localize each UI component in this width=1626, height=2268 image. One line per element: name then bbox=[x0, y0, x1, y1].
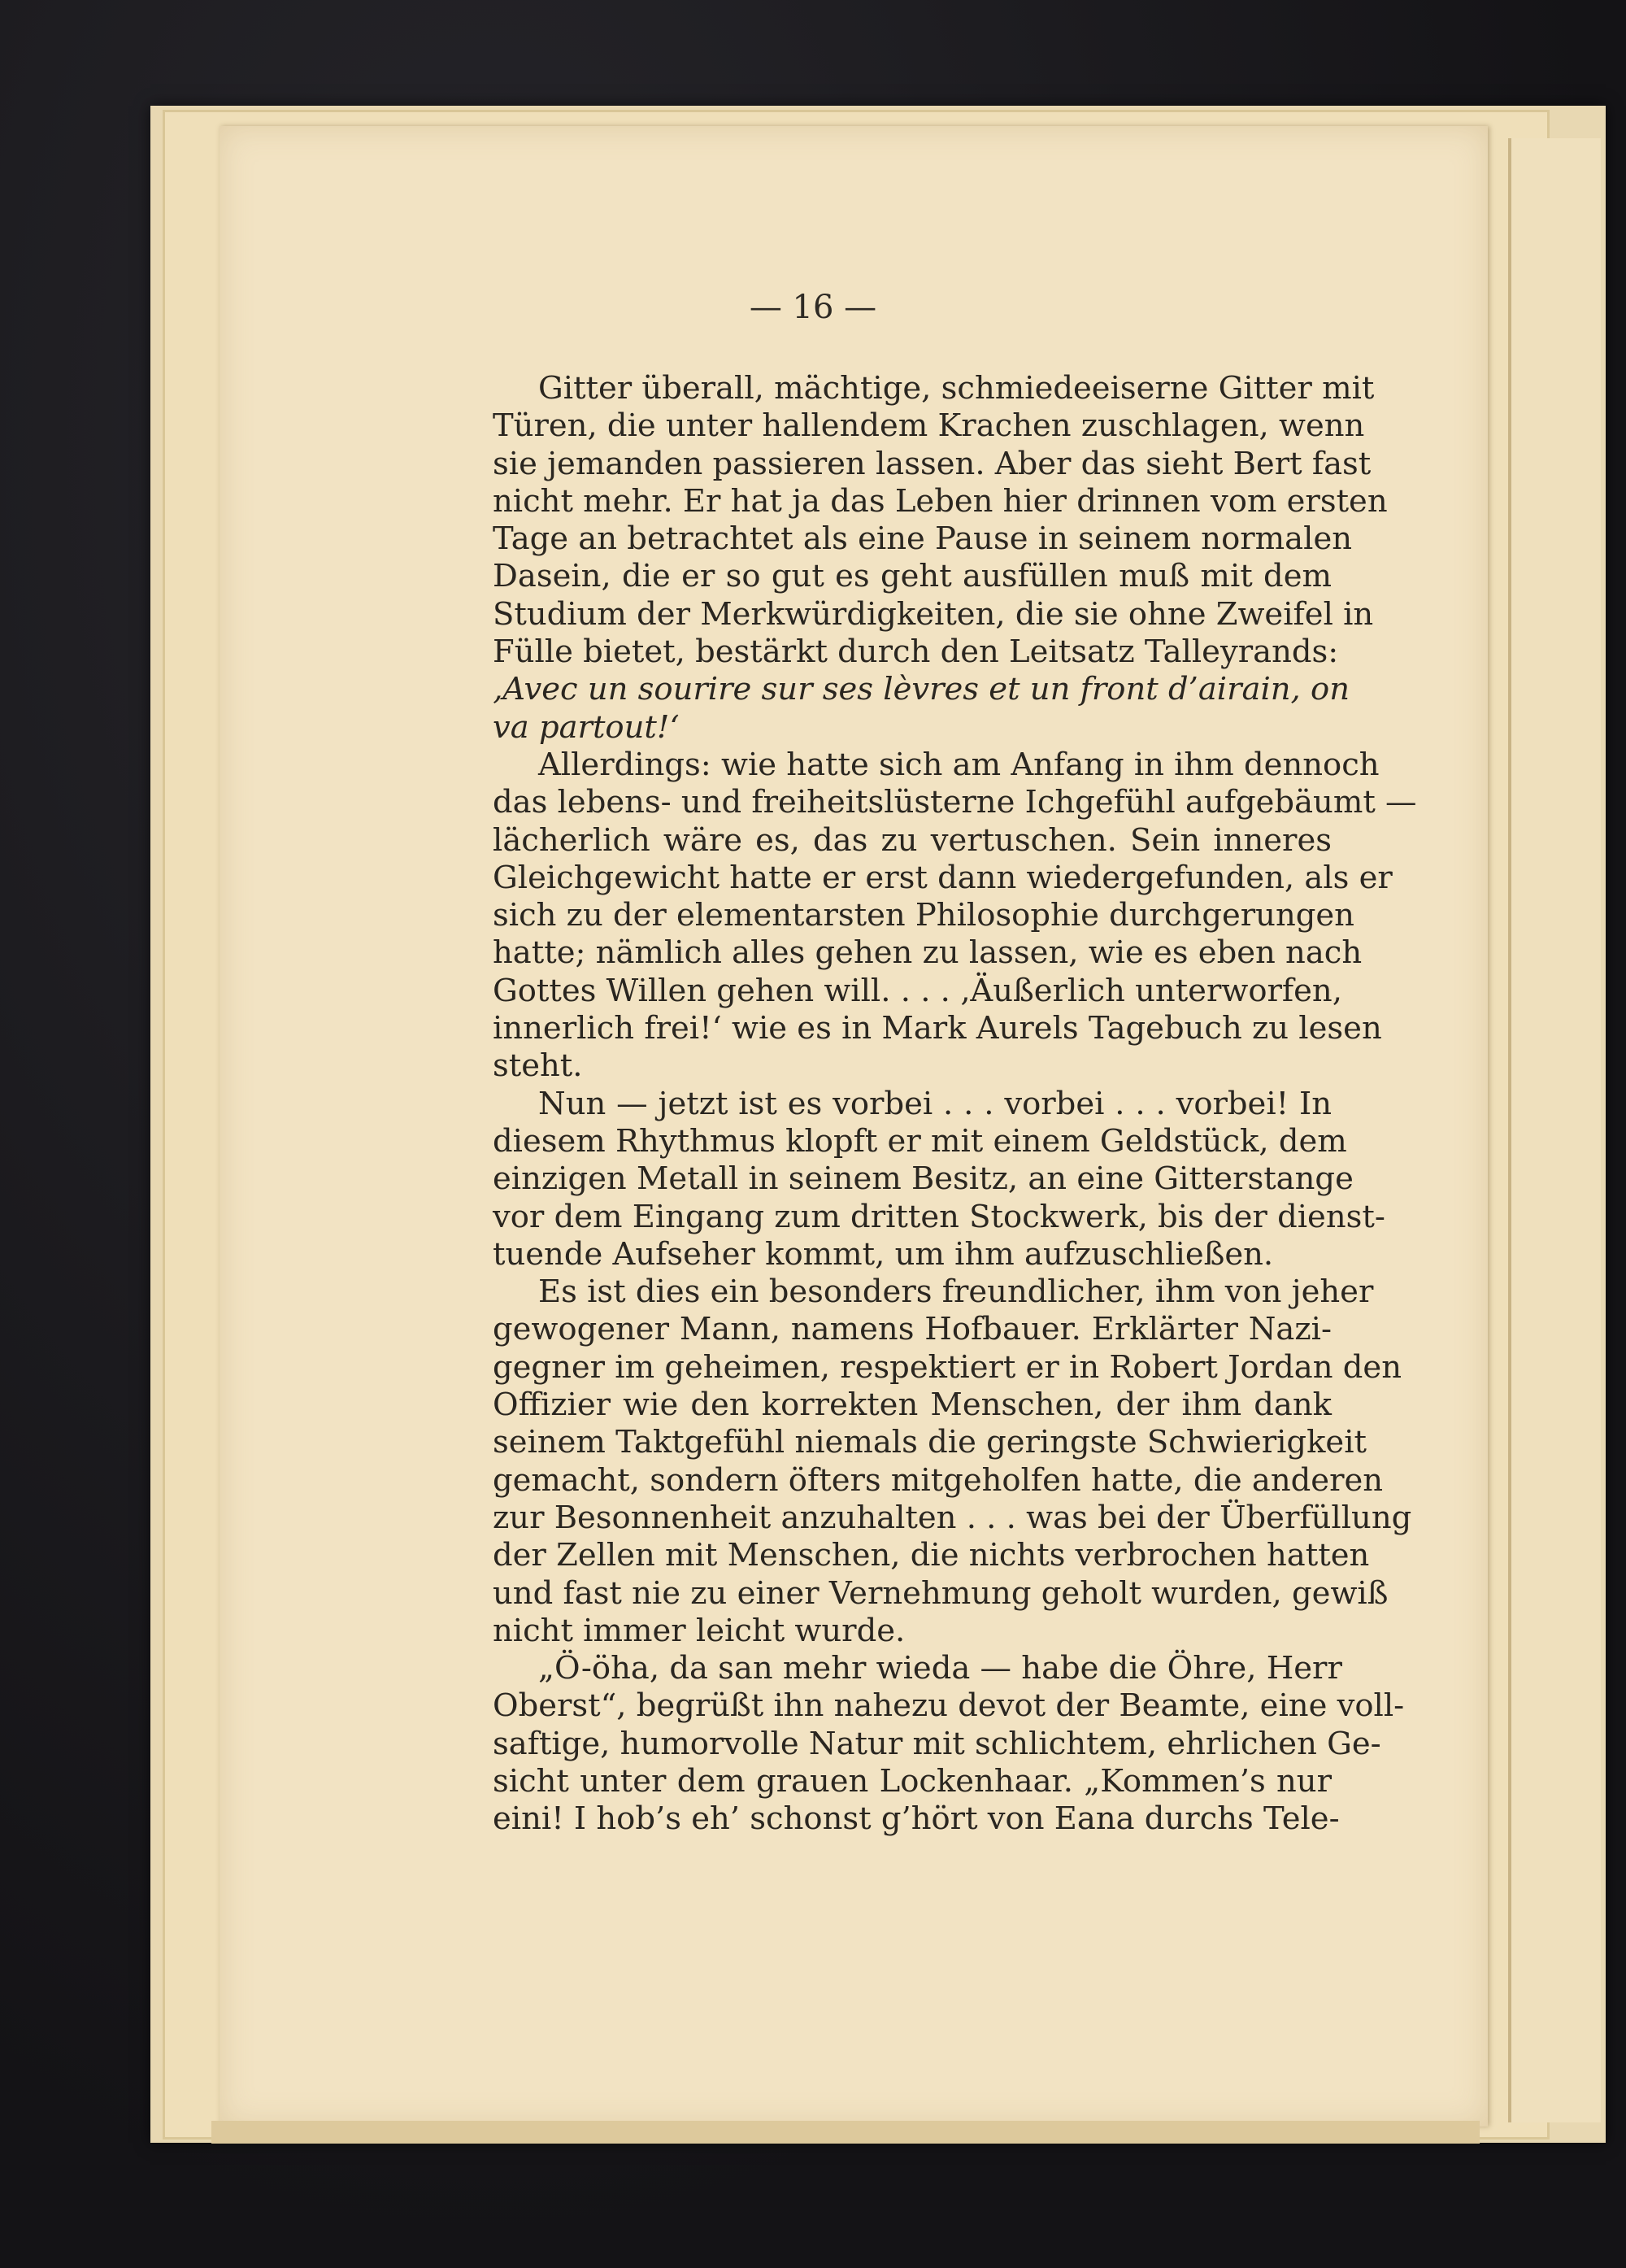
text-line: Gleichgewicht hatte er erst dann wiedergefunden, als er bbox=[493, 859, 1393, 896]
text-line: sie jemanden passieren lassen. Aber das sieht Bert fast bbox=[493, 445, 1372, 482]
body-text bbox=[493, 370, 1417, 1839]
text-line: Studium der Merkwürdigkeiten, die sie ohne Zweifel in bbox=[493, 595, 1374, 633]
text-line: gewogener Mann, namens Hofbauer. Erklärter Nazi- bbox=[493, 1311, 1332, 1348]
text-line: gemacht, sondern öfters mitgeholfen hatte, die anderen bbox=[493, 1461, 1384, 1499]
text-line: Oberst“, begrüßt ihn nahezu devot der Beamte, eine voll- bbox=[493, 1687, 1405, 1725]
text-line: nicht immer leicht wurde. bbox=[493, 1612, 906, 1649]
text-line: der Zellen mit Menschen, die nichts verbrochen hatten bbox=[493, 1537, 1370, 1574]
text-line: Offizier wie den korrekten Menschen, der ihm dank bbox=[493, 1386, 1332, 1424]
text-line: Es ist dies ein besonders freundlicher, ihm von jeher bbox=[538, 1273, 1374, 1311]
text-line: Gitter überall, mächtige, schmiedeeiserne Gitter mit bbox=[538, 370, 1375, 407]
text-line: steht. bbox=[493, 1047, 583, 1085]
text-line: innerlich frei!‘ wie es in Mark Aurels Tagebuch zu lesen bbox=[493, 1010, 1382, 1047]
text-line: das lebens- und freiheitslüsterne Ichgefühl aufgebäumt — bbox=[493, 784, 1417, 821]
text-line: nicht mehr. Er hat ja das Leben hier drinnen vom ersten bbox=[493, 482, 1388, 520]
text-line: diesem Rhythmus klopft er mit einem Geldstück, dem bbox=[493, 1122, 1347, 1160]
text-line: vor dem Eingang zum dritten Stockwerk, bis der dienst- bbox=[493, 1198, 1385, 1235]
text-line: „Ö-öha, da san mehr wieda — habe die Öhre, Herr bbox=[538, 1650, 1342, 1687]
text-line: gegner im geheimen, respektiert er in Robert Jordan den bbox=[493, 1348, 1402, 1386]
text-line: sicht unter dem grauen Lockenhaar. „Kommen’s nur bbox=[493, 1762, 1332, 1800]
text-line: eini! I hob’s eh’ schonst g’hört von Eana durchs Tele- bbox=[493, 1800, 1340, 1838]
text-line: lächerlich wäre es, das zu vertuschen. Sein inneres bbox=[493, 821, 1332, 859]
text-line: seinem Taktgefühl niemals die geringste Schwierigkeit bbox=[493, 1424, 1367, 1461]
text-line: Türen, die unter hallendem Krachen zuschlagen, wenn bbox=[493, 407, 1365, 445]
text-line: Tage an betrachtet als eine Pause in seinem normalen bbox=[493, 520, 1353, 558]
next-page-edge bbox=[1508, 138, 1601, 2122]
text-line: sich zu der elementarsten Philosophie durchgerungen bbox=[493, 897, 1354, 934]
text-line: Dasein, die er so gut es geht ausfüllen muß mit dem bbox=[493, 558, 1332, 595]
text-line: hatte; nämlich alles gehen zu lassen, wie es eben nach bbox=[493, 934, 1363, 972]
text-line: Gottes Willen gehen will. . . . ‚Äußerlich unterworfen, bbox=[493, 972, 1342, 1009]
text-line: zur Besonnenheit anzuhalten . . . was bei der Überfüllung bbox=[493, 1499, 1412, 1536]
text-line-quote: va partout!‘ bbox=[493, 708, 680, 746]
text-line: tuende Aufseher kommt, um ihm aufzuschließen. bbox=[493, 1235, 1274, 1273]
page-bottom-edge bbox=[211, 2121, 1480, 2144]
text-line: Nun — jetzt ist es vorbei . . . vorbei . . . vorbei! In bbox=[538, 1085, 1332, 1122]
text-line: Allerdings: wie hatte sich am Anfang in ihm dennoch bbox=[538, 746, 1380, 783]
text-line: einzigen Metall in seinem Besitz, an eine Gitterstange bbox=[493, 1160, 1354, 1198]
text-line: und fast nie zu einer Vernehmung geholt wurden, gewiß bbox=[493, 1574, 1389, 1612]
text-line-quote: ‚Avec un sourire sur ses lèvres et un front d’airain, on bbox=[493, 671, 1350, 708]
text-line: Fülle bietet, bestärkt durch den Leitsatz Talleyrands: bbox=[493, 633, 1339, 671]
page-number: — 16 — bbox=[749, 289, 877, 326]
text-line: saftige, humorvolle Natur mit schlichtem, ehrlichen Ge- bbox=[493, 1725, 1381, 1762]
